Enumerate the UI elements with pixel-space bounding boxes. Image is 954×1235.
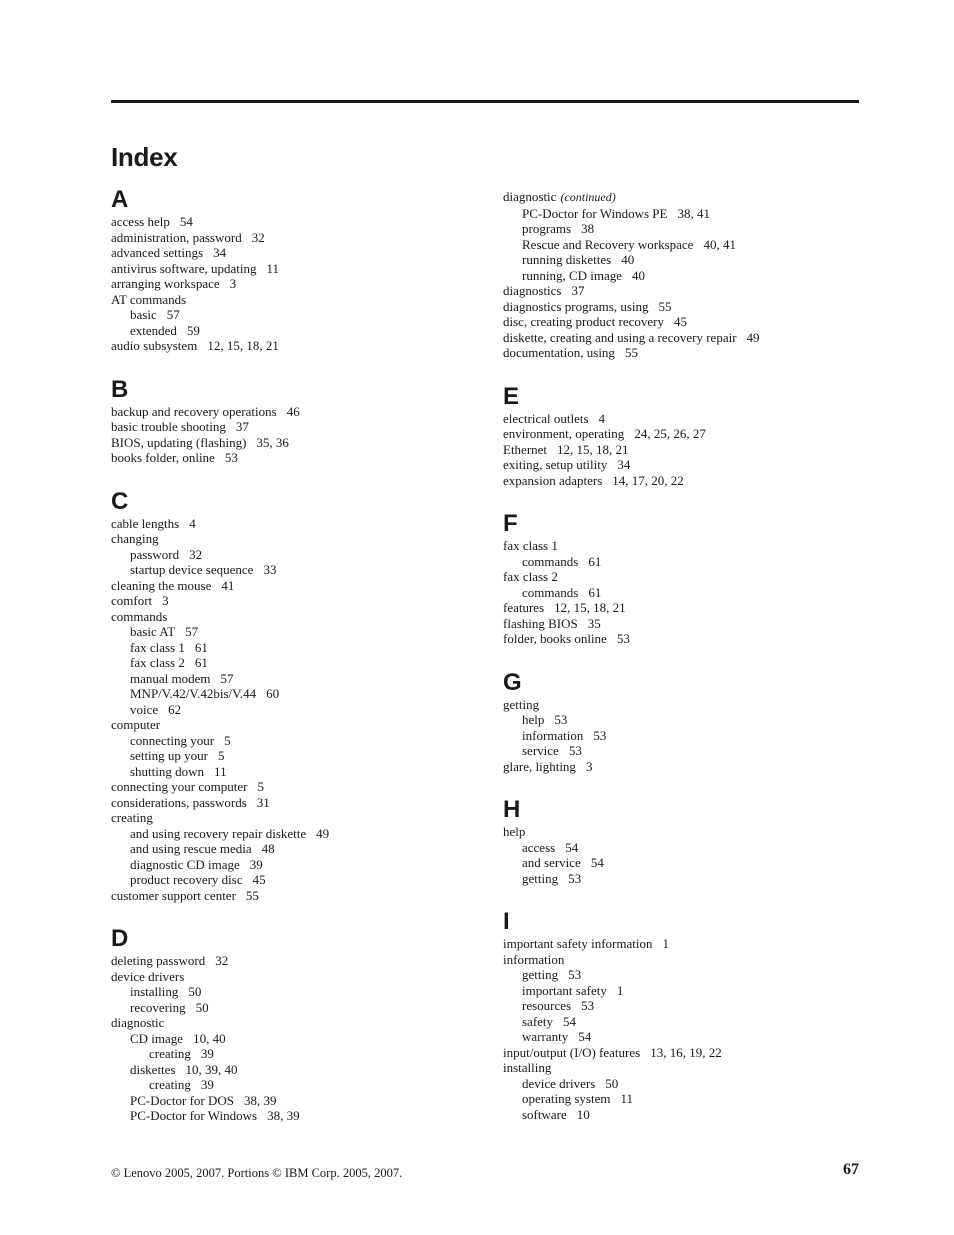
index-page-refs: 59 [186,322,200,338]
copyright-notice: © Lenovo 2005, 2007. Portions © IBM Corp. 2005, 2007. [111,1166,403,1180]
index-term: information [503,951,565,967]
index-entry [111,1108,481,1124]
index-term: disc, creating product recovery [503,314,664,329]
index-term: warranty [522,1029,569,1044]
index-term: computer [111,717,161,732]
index-page-refs: 14, 17, 20, 22 [612,472,684,488]
index-page-refs: 49 [316,825,330,841]
index-entry [111,435,481,451]
index-page-refs: 57 [220,670,234,686]
index-page-refs: 61 [588,584,602,600]
index-section [503,510,873,647]
index-term: recovering [130,999,186,1015]
index-section [111,925,481,1124]
index-term: password [130,546,180,562]
index-term: diskette, creating and using a recovery repair [503,329,737,345]
index-term: running, CD image [522,267,623,283]
index-entry [111,779,481,795]
index-entry [111,276,481,292]
index-entry [503,1076,873,1092]
index-entry [111,419,481,435]
index-page-refs: 37 [571,283,585,298]
index-page-refs: 31 [256,794,270,810]
index-entry [503,330,873,346]
index-term: advanced settings [111,245,204,260]
index-entry [111,516,481,532]
index-entry [503,237,873,253]
index-term: fax class 1 [503,538,558,553]
index-term: voice [130,701,159,717]
index-term: device drivers [111,968,185,984]
index-page-refs: 10 [576,1106,590,1122]
index-term: fax class 1 [130,639,185,655]
index-term: antivirus software, updating [111,260,257,276]
index-entry [503,998,873,1014]
index-column-right [503,189,873,1122]
index-term: commands [522,553,579,569]
index-term: PC-Doctor for Windows PE [522,205,668,221]
index-term: expansion adapters [503,472,603,488]
index-page-refs: 12, 15, 18, 21 [207,338,279,353]
index-entry [503,616,873,632]
index-term: and using recovery repair diskette [130,825,307,841]
index-page-refs: 54 [578,1029,592,1044]
index-page-refs: 49 [746,329,760,345]
index-entry [503,345,873,361]
index-term: AT commands [111,291,187,307]
index-entry [111,1093,481,1109]
index-entry [111,292,481,308]
index-term: glare, lighting [503,758,576,774]
index-entry [111,1015,481,1031]
index-entry [503,1060,873,1076]
index-term: running diskettes [522,252,612,267]
index-entry [111,640,481,656]
page-title: Index [111,142,178,172]
index-page-refs: 53 [568,743,582,758]
index-entry [111,1046,481,1062]
index-entry [111,1000,481,1016]
index-entry [503,1107,873,1123]
index-page-refs: 38 [581,221,595,236]
index-term: books folder, online [111,450,215,465]
index-page-refs: 45 [673,314,687,329]
index-term: backup and recovery operations [111,403,277,419]
index-page-refs: 5 [224,732,231,748]
index-page-refs: 39 [200,1077,214,1092]
index-term: diagnostic [111,1015,165,1030]
index-term: installing [503,1060,552,1075]
index-term: access help [111,214,170,229]
index-term: deleting password [111,953,206,968]
section-letter: A [111,186,129,213]
index-term: commands [111,608,168,624]
index-term: connecting your computer [111,779,248,794]
index-term: operating system [522,1091,611,1106]
index-entry [503,871,873,887]
index-entry [111,655,481,671]
index-term: programs [522,221,572,236]
index-term: Rescue and Recovery workspace [522,236,694,252]
index-term: resources [522,998,572,1013]
index-term: comfort [111,593,153,608]
index-entry [111,826,481,842]
index-entry [111,671,481,687]
index-page-refs: 53 [581,998,595,1013]
index-page-refs: 62 [168,701,182,717]
index-term: product recovery disc [130,872,243,887]
index-entry [503,728,873,744]
index-entry [503,457,873,473]
index-page-refs: 13, 16, 19, 22 [650,1044,722,1060]
index-page-refs: 1 [662,936,669,951]
index-term: and service [522,855,581,870]
index-term: safety [522,1013,554,1029]
index-entry [111,338,481,354]
continued-label: (continued) [560,190,616,204]
index-entry [111,969,481,985]
index-page-refs: 55 [624,345,638,360]
index-page-refs: 1 [616,982,624,998]
index-page-refs: 37 [235,419,249,434]
index-page-refs: 54 [565,839,579,855]
index-entry [111,1077,481,1093]
index-entry [503,1029,873,1045]
index-page-refs: 11 [620,1091,633,1106]
index-page-refs: 55 [658,298,672,314]
index-page-refs: 3 [585,758,593,774]
index-entry [111,609,481,625]
section-letter: H [503,796,521,823]
index-term: environment, operating [503,426,625,441]
index-entry [111,888,481,904]
index-term: input/output (I/O) features [503,1044,641,1060]
index-term: diagnostic [503,189,557,204]
index-term: diagnostics [503,283,562,298]
index-entry [503,1091,873,1107]
index-term: getting [522,870,559,886]
index-page-refs: 50 [195,999,209,1015]
index-page-refs: 4 [189,515,196,531]
header-rule [111,100,859,103]
index-page-refs: 57 [185,624,199,639]
index-page-refs: 61 [588,553,602,569]
section-letter: I [503,908,510,935]
index-section [503,908,873,1122]
index-page-refs: 39 [200,1046,214,1061]
index-page-refs: 54 [179,214,193,229]
index-page-refs: 38, 41 [677,205,710,221]
section-letter: F [503,510,518,537]
index-page-refs: 39 [249,856,263,872]
index-section [111,186,481,354]
index-entry [111,562,481,578]
index-page-refs: 53 [568,870,582,886]
index-entry [503,426,873,442]
index-entry [111,578,481,594]
index-entry [503,855,873,871]
index-page-refs: 53 [616,631,630,646]
index-entry [111,230,481,246]
index-entry [111,810,481,826]
index-page-refs: 45 [252,872,266,887]
index-entry [503,824,873,840]
index-entry [111,624,481,640]
section-letter: G [503,668,522,696]
index-entry [503,411,873,427]
index-term: basic [130,307,157,322]
index-page-refs: 5 [257,779,264,794]
index-entry [111,857,481,873]
index-term: service [522,743,559,758]
index-entry [503,189,873,206]
index-page-refs: 3 [162,593,169,608]
index-term: administration, password [111,229,242,245]
index-page-refs: 53 [224,450,238,465]
index-page-refs: 10, 40 [193,1030,226,1046]
index-term: important safety [522,982,607,998]
index-term: extended [130,322,177,338]
index-entry [503,840,873,856]
index-entry [111,953,481,969]
index-entry [503,554,873,570]
index-page-refs: 53 [568,967,582,982]
index-page-refs: 5 [218,748,225,763]
index-page-refs: 4 [598,410,606,426]
index-section [503,189,873,361]
index-term: shutting down [130,763,205,779]
index-term: changing [111,531,159,546]
index-page-refs: 33 [263,562,277,577]
index-page-refs: 32 [251,229,265,245]
index-page-refs: 32 [189,546,203,562]
index-page-refs: 48 [261,841,275,856]
index-page-refs: 38, 39 [244,1092,277,1108]
index-term: manual modem [130,670,211,686]
index-page-refs: 60 [266,686,280,701]
index-entry [111,717,481,733]
index-entry [503,1045,873,1061]
index-column-left [111,186,481,1124]
index-entry [111,764,481,780]
index-entry [503,252,873,268]
index-entry [111,1031,481,1047]
index-term: documentation, using [503,345,615,360]
index-page-refs: 54 [590,855,604,870]
index-term: PC-Doctor for Windows [130,1108,258,1123]
index-term: electrical outlets [503,410,589,426]
index-entry [503,569,873,585]
index-entry [111,245,481,261]
index-page-refs: 50 [188,984,202,999]
index-section [503,383,873,489]
index-section [503,796,873,886]
index-term: diskettes [130,1061,176,1077]
index-term: and using rescue media [130,841,252,856]
index-entry [503,743,873,759]
index-term: cable lengths [111,515,180,531]
index-entry [503,697,873,713]
index-page-refs: 12, 15, 18, 21 [554,600,626,615]
index-page-refs: 54 [563,1013,577,1029]
index-entry [503,206,873,222]
index-page-refs: 53 [593,727,607,743]
index-page-refs: 12, 15, 18, 21 [557,441,629,457]
index-page-refs: 53 [554,712,568,727]
index-term: MNP/V.42/V.42bis/V.44 [130,686,257,701]
index-entry [111,323,481,339]
index-term: basic AT [130,624,176,639]
index-entry [503,936,873,952]
index-page-refs: 40, 41 [703,236,736,252]
index-page-refs: 57 [166,307,180,322]
index-entry [111,984,481,1000]
index-entry [503,283,873,299]
index-page-refs: 40 [621,252,635,267]
index-term: creating [149,1046,191,1061]
index-entry [111,1062,481,1078]
index-term: fax class 2 [130,655,185,670]
index-page-refs: 35, 36 [256,434,289,450]
index-term: folder, books online [503,631,607,646]
index-entry [111,547,481,563]
index-entry [503,952,873,968]
index-entry [503,967,873,983]
index-term: customer support center [111,887,236,903]
index-entry [111,795,481,811]
index-page-refs: 50 [605,1075,619,1091]
index-term: creating [149,1077,191,1092]
index-page-refs: 46 [286,403,300,419]
index-page-refs: 11 [266,260,280,276]
index-term: access [522,839,556,855]
index-section [111,488,481,904]
index-term: software [522,1106,567,1122]
index-page-refs: 32 [215,953,229,968]
index-term: flashing BIOS [503,615,578,631]
index-entry [111,531,481,547]
index-term: creating [111,810,153,825]
index-term: help [522,712,545,727]
index-term: considerations, passwords [111,794,247,810]
index-entry [503,314,873,330]
index-section [111,376,481,466]
index-entry [111,733,481,749]
index-term: basic trouble shooting [111,419,226,434]
index-entry [111,450,481,466]
index-entry [503,600,873,616]
section-letter: E [503,382,520,410]
index-term: fax class 2 [503,569,558,584]
index-page-refs: 61 [194,655,208,670]
index-entry [111,261,481,277]
index-entry [111,686,481,702]
index-entry [503,712,873,728]
index-entry [111,872,481,888]
index-entry [111,748,481,764]
index-page-refs: 34 [213,245,227,260]
index-term: PC-Doctor for DOS [130,1092,234,1108]
index-term: BIOS, updating (flashing) [111,434,247,450]
index-entry [111,841,481,857]
index-entry [503,759,873,775]
index-term: features [503,600,545,615]
index-entry [111,593,481,609]
index-entry [503,268,873,284]
index-term: help [503,824,526,839]
section-letter: D [111,925,129,952]
index-term: device drivers [522,1075,596,1091]
index-term: connecting your [130,732,215,748]
index-entry [503,473,873,489]
index-entry [503,983,873,999]
index-term: audio subsystem [111,338,198,353]
index-entry [111,404,481,420]
index-term: exiting, setup utility [503,457,608,472]
index-entry [111,307,481,323]
index-term: important safety information [503,936,653,951]
index-entry [503,538,873,554]
index-term: startup device sequence [130,562,254,577]
index-entry [111,214,481,230]
index-term: cleaning the mouse [111,577,212,593]
index-entry [503,585,873,601]
index-term: commands [522,584,579,600]
index-page-refs: 40 [632,267,646,283]
index-term: getting [522,967,559,982]
section-letter: C [111,487,129,515]
index-term: CD image [130,1030,184,1046]
index-entry [503,631,873,647]
index-entry [111,702,481,718]
section-letter: B [111,375,129,403]
index-entry [503,442,873,458]
index-entry [503,1014,873,1030]
index-term: installing [130,984,179,999]
index-page-refs: 35 [587,615,601,631]
index-page-refs: 11 [214,763,227,779]
index-term: Ethernet [503,441,548,457]
index-page-refs: 34 [617,457,631,472]
index-page-refs: 41 [221,577,235,593]
index-page-refs: 10, 39, 40 [185,1061,238,1077]
index-term: arranging workspace [111,276,220,291]
index-entry [503,221,873,237]
index-entry [503,299,873,315]
index-page-refs: 55 [245,887,259,903]
index-page-refs: 38, 39 [267,1108,300,1123]
index-section [503,669,873,775]
index-page-refs: 61 [194,639,208,655]
index-term: diagnostics programs, using [503,298,649,314]
index-page-refs: 3 [229,276,237,291]
index-page-refs: 24, 25, 26, 27 [634,426,706,441]
index-term: diagnostic CD image [130,856,240,872]
index-term: getting [503,696,540,712]
page-number: 67 [843,1161,859,1178]
index-term: information [522,727,584,743]
index-term: setting up your [130,748,208,763]
